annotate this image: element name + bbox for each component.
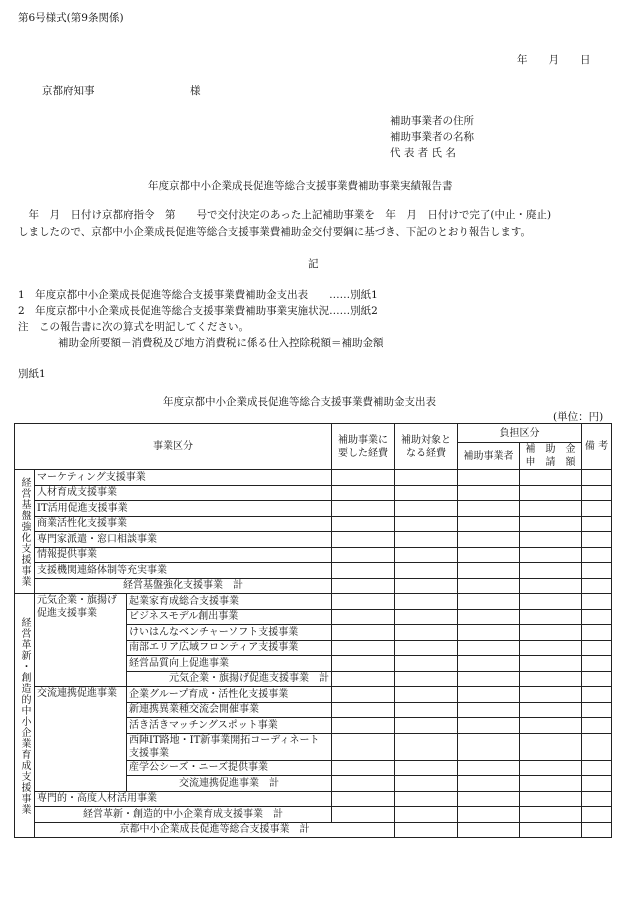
sub1-item-2: ビジネスモデル創出事業 xyxy=(127,609,332,625)
sub2-item-5: 産学公シーズ・ニーズ提供事業 xyxy=(127,760,332,776)
g1-total: 経営基盤強化支援事業 計 xyxy=(35,578,332,594)
form-number: 第6号様式(第9条関係) xyxy=(18,12,124,24)
table-row xyxy=(15,532,612,548)
g1-item-1: マーケティング支援事業 xyxy=(35,470,332,486)
attachment-label: 別紙1 xyxy=(18,368,46,380)
header-remarks: 備 考 xyxy=(582,424,612,470)
header-required-cost: 補助事業に要した経費 xyxy=(332,424,395,470)
ki-heading: 記 xyxy=(308,258,319,270)
body-line-2: しましたので、京都中小企業成長促進等総合支援事業費補助金交付要綱に基づき、下記のとおり報告します。 xyxy=(18,226,532,238)
note: 注 この報告書に次の算式を明記してください。 xyxy=(18,321,249,333)
item-2: 2 年度京都中小企業成長促進等総合支援事業費補助事業実施状況……別紙2 xyxy=(18,305,378,317)
applicant-representative: 代 表 者 氏 名 xyxy=(390,147,456,159)
header-eligible-cost: 補助対象となる経費 xyxy=(395,424,458,470)
table-row xyxy=(15,516,612,532)
table-row xyxy=(15,547,612,563)
table-row xyxy=(15,807,612,823)
g2-item: 専門的・高度人材活用事業 xyxy=(35,791,332,807)
group1-label: 経営基盤強化支援事業 xyxy=(15,470,35,594)
table-row xyxy=(15,822,612,838)
g1-item-7: 支援機関連絡体制等充実事業 xyxy=(35,563,332,579)
g1-item-6: 情報提供事業 xyxy=(35,547,332,563)
table-row xyxy=(15,594,612,610)
expenditure-table xyxy=(14,423,612,838)
group2-label: 経営革新・創造的中小企業育成支援事業 xyxy=(15,594,35,838)
sub2-item-2: 新連携異業種交流会開催事業 xyxy=(127,702,332,718)
sub1-label: 元気企業・旗揚げ促進支援事業 xyxy=(35,594,127,687)
grand-total: 京都中小企業成長促進等総合支援事業 計 xyxy=(35,822,395,838)
sub2-item-3: 活き活きマッチングスポット事業 xyxy=(127,718,332,734)
header-burden: 負担区分 xyxy=(458,424,582,443)
sub2-label: 交流連携促進事業 xyxy=(35,687,127,792)
table-row xyxy=(15,470,612,486)
addressee-suffix: 様 xyxy=(190,85,201,97)
table-row xyxy=(15,687,612,703)
header-subsidy: 補 助 金申 請 額 xyxy=(520,443,582,470)
table-row xyxy=(15,501,612,517)
g1-item-3: IT活用促進支援事業 xyxy=(35,501,332,517)
item-1: 1 年度京都中小企業成長促進等総合支援事業費補助金支出表 ……別紙1 xyxy=(18,289,378,301)
header-operator: 補助事業者 xyxy=(458,443,520,470)
table-row xyxy=(15,563,612,579)
g1-item-5: 専門家派遣・窓口相談事業 xyxy=(35,532,332,548)
formula: 補助金所要額－消費税及び地方消費税に係る仕入控除税額＝補助金額 xyxy=(58,337,384,349)
table-row xyxy=(15,485,612,501)
report-title: 年度京都中小企業成長促進等総合支援事業費補助事業実績報告書 xyxy=(148,180,453,192)
g1-item-4: 商業活性化支援事業 xyxy=(35,516,332,532)
applicant-address: 補助事業者の住所 xyxy=(390,115,474,127)
sub2-item-1: 企業グループ育成・活性化支援事業 xyxy=(127,687,332,703)
g1-item-2: 人材育成支援事業 xyxy=(35,485,332,501)
sub1-item-3: けいはんなベンチャーソフト支援事業 xyxy=(127,625,332,641)
sub2-total: 交流連携促進事業 計 xyxy=(127,776,332,792)
table-row xyxy=(15,791,612,807)
sub2-item-4: 西陣IT路地・IT新事業開拓コーディネート支援事業 xyxy=(127,733,332,760)
date-line: 年 月 日 xyxy=(517,54,591,66)
applicant-name: 補助事業者の名称 xyxy=(390,131,474,143)
header-business: 事業区分 xyxy=(15,424,332,470)
table-title: 年度京都中小企業成長促進等総合支援事業費補助金支出表 xyxy=(163,396,436,408)
sub1-item-4: 南部エリア広域フロンティア支援事業 xyxy=(127,640,332,656)
table-row xyxy=(15,578,612,594)
sub1-total: 元気企業・旗揚げ促進支援事業 計 xyxy=(127,671,332,687)
g2-total: 経営革新・創造的中小企業育成支援事業 計 xyxy=(35,807,332,823)
body-line-1: 年 月 日付け京都府指令 第 号で交付決定のあった上記補助事業を 年 月 日付けで完了(中止・廃止) xyxy=(18,209,552,221)
sub1-item-1: 起業家育成総合支援事業 xyxy=(127,594,332,610)
addressee: 京都府知事 xyxy=(42,85,95,97)
sub1-item-5: 経営品質向上促進事業 xyxy=(127,656,332,672)
unit-label: (単位：円) xyxy=(553,411,604,423)
